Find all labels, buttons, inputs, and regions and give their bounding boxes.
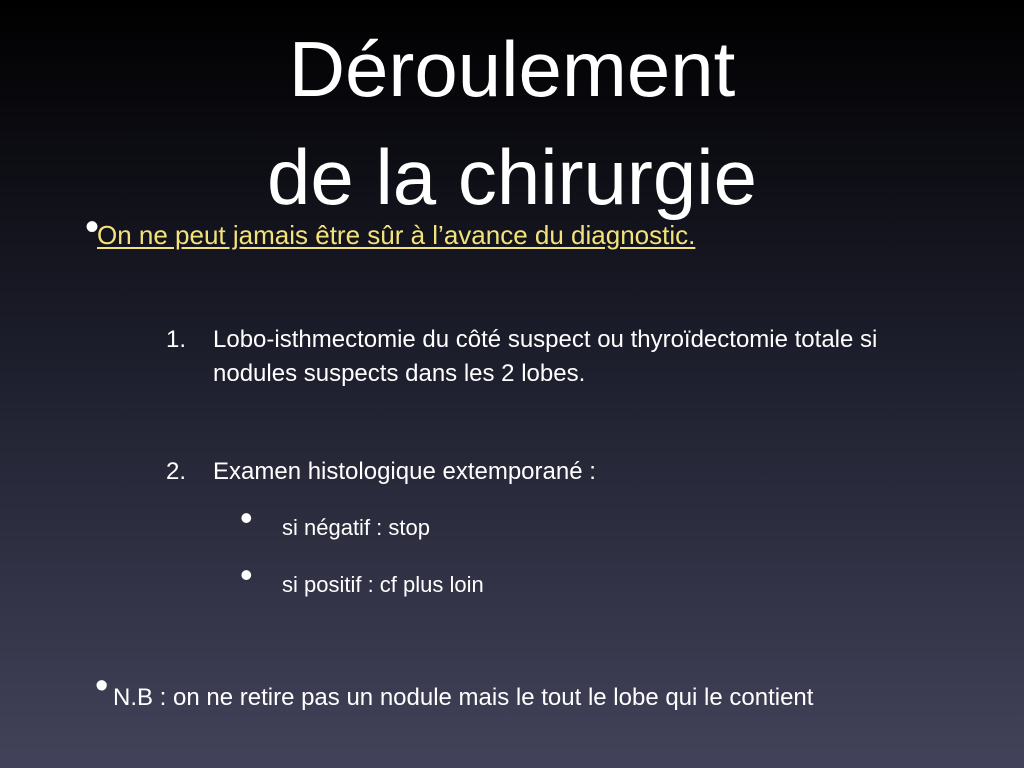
- slide-title-line-2: de la chirurgie: [267, 133, 757, 221]
- bullet-icon: •: [95, 665, 109, 707]
- sub-item-text: si positif : cf plus loin: [282, 572, 484, 597]
- item-number: 2.: [166, 458, 187, 485]
- item-text: Examen histologique extemporané :: [213, 458, 596, 485]
- numbered-item-1: [166, 323, 926, 391]
- item-text: Lobo-isthmectomie du côté suspect ou thyroïdectomie totale si nodules suspects dans les 2 lobes.: [213, 326, 878, 387]
- note-text: N.B : on ne retire pas un nodule mais le tout le lobe qui le contient: [113, 684, 814, 711]
- bullet-icon: •: [240, 497, 253, 538]
- sub-item-text: si négatif : stop: [282, 515, 430, 540]
- note-bullet-point: [95, 665, 857, 714]
- bullet-icon: •: [240, 554, 253, 595]
- bullet-icon: •: [85, 205, 100, 249]
- numbered-item-2: [166, 455, 926, 489]
- intro-bullet-point: [85, 205, 797, 256]
- intro-text: On ne peut jamais être sûr à l’avance du diagnostic.: [97, 220, 696, 250]
- slide-title-line-1: Déroulement: [288, 25, 736, 113]
- item-number: 1.: [166, 326, 187, 353]
